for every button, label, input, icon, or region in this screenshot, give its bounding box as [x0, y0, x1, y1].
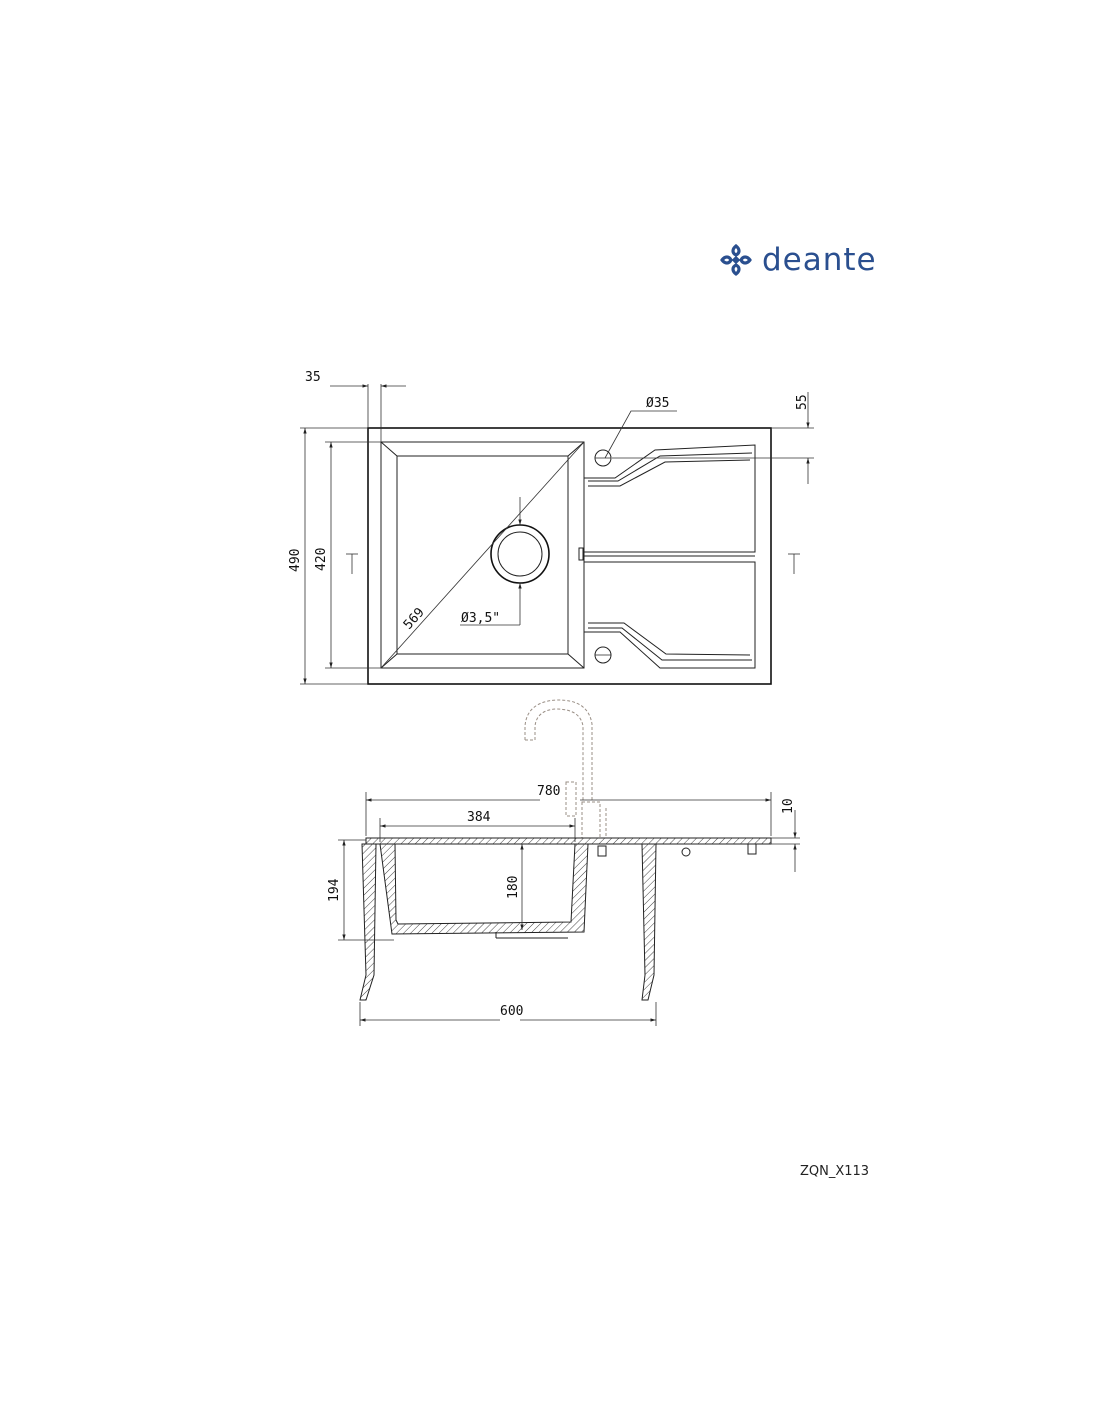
fixing-clips	[360, 844, 656, 1000]
drain-circle	[491, 525, 549, 583]
section-view	[327, 784, 800, 1026]
dim-194: 194	[327, 878, 342, 902]
dim-780: 780	[537, 784, 561, 799]
hole-diameter: Ø35	[646, 396, 670, 411]
model-code: ZQN_X113	[800, 1164, 870, 1179]
dim-55: 55	[795, 394, 810, 410]
top-view	[288, 370, 814, 684]
bowl-section	[380, 844, 588, 934]
dim-600: 600	[500, 1004, 524, 1019]
drain-diameter: Ø3,5"	[461, 611, 501, 626]
drainboard	[579, 445, 755, 668]
dim-420: 420	[314, 547, 329, 571]
dim-490: 490	[288, 548, 303, 572]
dim-384: 384	[467, 810, 491, 825]
deck-section	[366, 838, 771, 844]
dim-35: 35	[305, 370, 321, 385]
dim-180: 180	[506, 875, 521, 899]
faucet-outline	[525, 700, 606, 838]
dim-569: 569	[400, 605, 428, 633]
dim-10: 10	[781, 798, 796, 814]
brand-name: deante	[762, 242, 877, 278]
